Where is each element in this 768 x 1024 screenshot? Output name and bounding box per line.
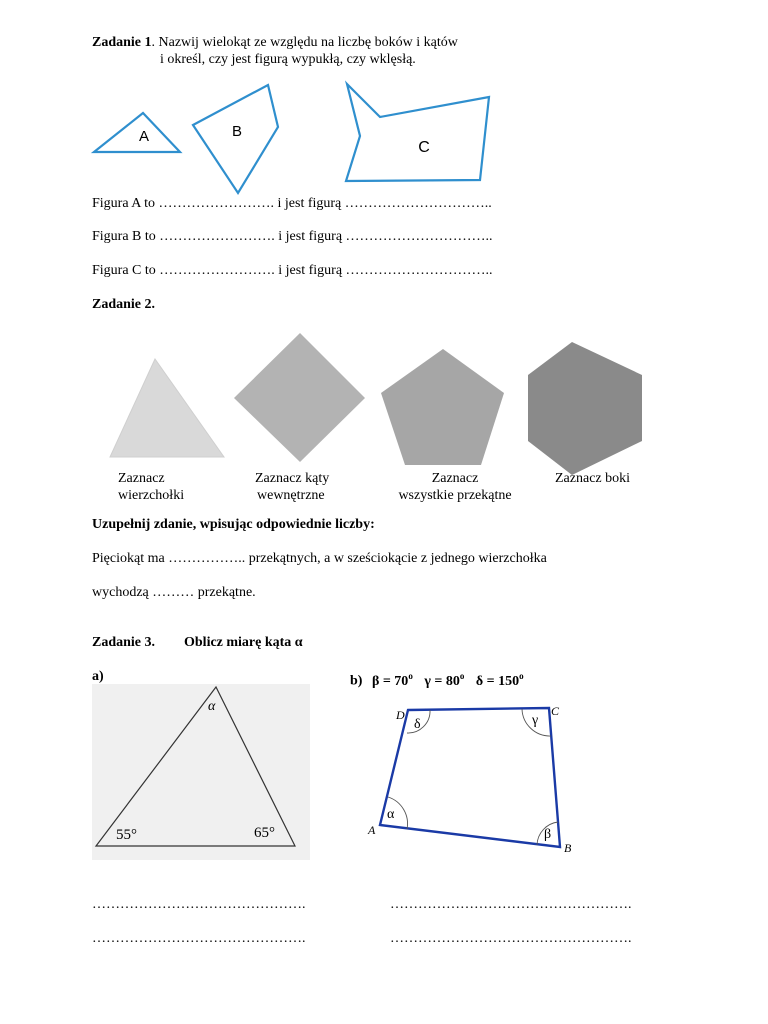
task1-instruction-line2: i określ, czy jest figurą wypukłą, czy wklęsłą. xyxy=(160,52,416,67)
polygon-a xyxy=(94,113,180,152)
task3-subtitle: Oblicz miarę kąta α xyxy=(184,635,303,650)
polygon-c-label: C xyxy=(418,139,430,156)
caption-diagonals xyxy=(390,470,520,504)
hexagon-shape xyxy=(528,342,642,475)
degree-sup-gamma: o xyxy=(459,671,465,681)
degree-sup-beta: o xyxy=(408,671,413,681)
diamond-shape xyxy=(234,333,365,462)
triangle-left-angle-label: 55° xyxy=(116,827,137,843)
caption-sides xyxy=(555,470,630,487)
caption-sides-line1: Zaznacz boki xyxy=(555,471,631,486)
triangle-right-angle-label: 65° xyxy=(254,825,275,841)
task1-title: Zadanie 1 xyxy=(92,35,152,50)
caption-vertices xyxy=(118,470,184,504)
polygon-c xyxy=(346,84,489,181)
quad-vertex-b: B xyxy=(564,841,572,855)
answer-left-2: ………………………………………. xyxy=(92,931,306,946)
quad-vertex-a: A xyxy=(368,823,376,837)
quad-beta-label: β xyxy=(544,827,552,842)
task3-title: Zadanie 3. xyxy=(92,635,156,650)
task1-instruction-line1: . Nazwij wielokąt ze względu na liczbę boków i kątów xyxy=(151,35,458,50)
task1-heading xyxy=(92,34,458,51)
part-b-label: b) xyxy=(350,673,363,689)
quad-gamma-label: γ xyxy=(532,713,539,728)
part-a-label: a) xyxy=(92,669,104,684)
task2-title: Zadanie 2. xyxy=(92,297,156,312)
polygon-a-label: A xyxy=(138,128,150,145)
polygon-b-label: B xyxy=(231,123,243,140)
part-b-line xyxy=(350,668,524,690)
pentagon-shape xyxy=(381,349,504,465)
caption-vertices-line1: Zaznacz xyxy=(118,471,165,486)
task2-shapes-figure xyxy=(100,330,660,460)
fill-in-title: Uzupełnij zdanie, wpisując odpowiednie liczby: xyxy=(92,517,375,532)
answer-line-c: Figura C to ……………………. i jest figurą ………………………….. xyxy=(92,263,493,278)
triangle-shape xyxy=(110,359,224,457)
task1-polygons-figure xyxy=(90,82,500,197)
answer-left-1: ………………………………………. xyxy=(92,897,306,912)
task3-quadrilateral-figure xyxy=(360,700,600,860)
caption-diagonals-line2: wszystkie przekątne xyxy=(398,488,512,503)
caption-angles-line2: wewnętrzne xyxy=(257,488,325,503)
fill-in-sentence-line1: Pięciokąt ma …………….. przekątnych, a w sześciokącie z jednego wierzchołka xyxy=(92,551,547,566)
given-beta: β = 70 xyxy=(371,673,409,689)
answer-right-1: ……………………………………………. xyxy=(390,897,632,912)
quad-delta-label: δ xyxy=(414,717,421,732)
fill-in-sentence-line2: wychodzą ……… przekątne. xyxy=(92,585,256,600)
answer-line-a: Figura A to ……………………. i jest figurą ………………………….. xyxy=(92,196,492,211)
triangle-alpha-label: α xyxy=(208,699,216,714)
caption-vertices-line2: wierzchołki xyxy=(118,488,185,503)
answer-line-b: Figura B to ……………………. i jest figurą ………………………….. xyxy=(92,229,493,244)
caption-angles-line1: Zaznacz kąty xyxy=(255,471,330,486)
task3-triangle-figure xyxy=(92,684,310,860)
degree-sup-delta: o xyxy=(519,671,524,681)
given-gamma: γ = 80 xyxy=(424,673,460,689)
caption-angles xyxy=(255,470,329,504)
quad-alpha-label: α xyxy=(387,807,395,822)
given-delta: δ = 150 xyxy=(475,673,520,689)
quad-vertex-d: D xyxy=(396,708,405,722)
quad-vertex-c: C xyxy=(551,704,560,718)
caption-diagonals-line1: Zaznacz xyxy=(431,471,479,486)
answer-right-2: ……………………………………………. xyxy=(390,931,632,946)
